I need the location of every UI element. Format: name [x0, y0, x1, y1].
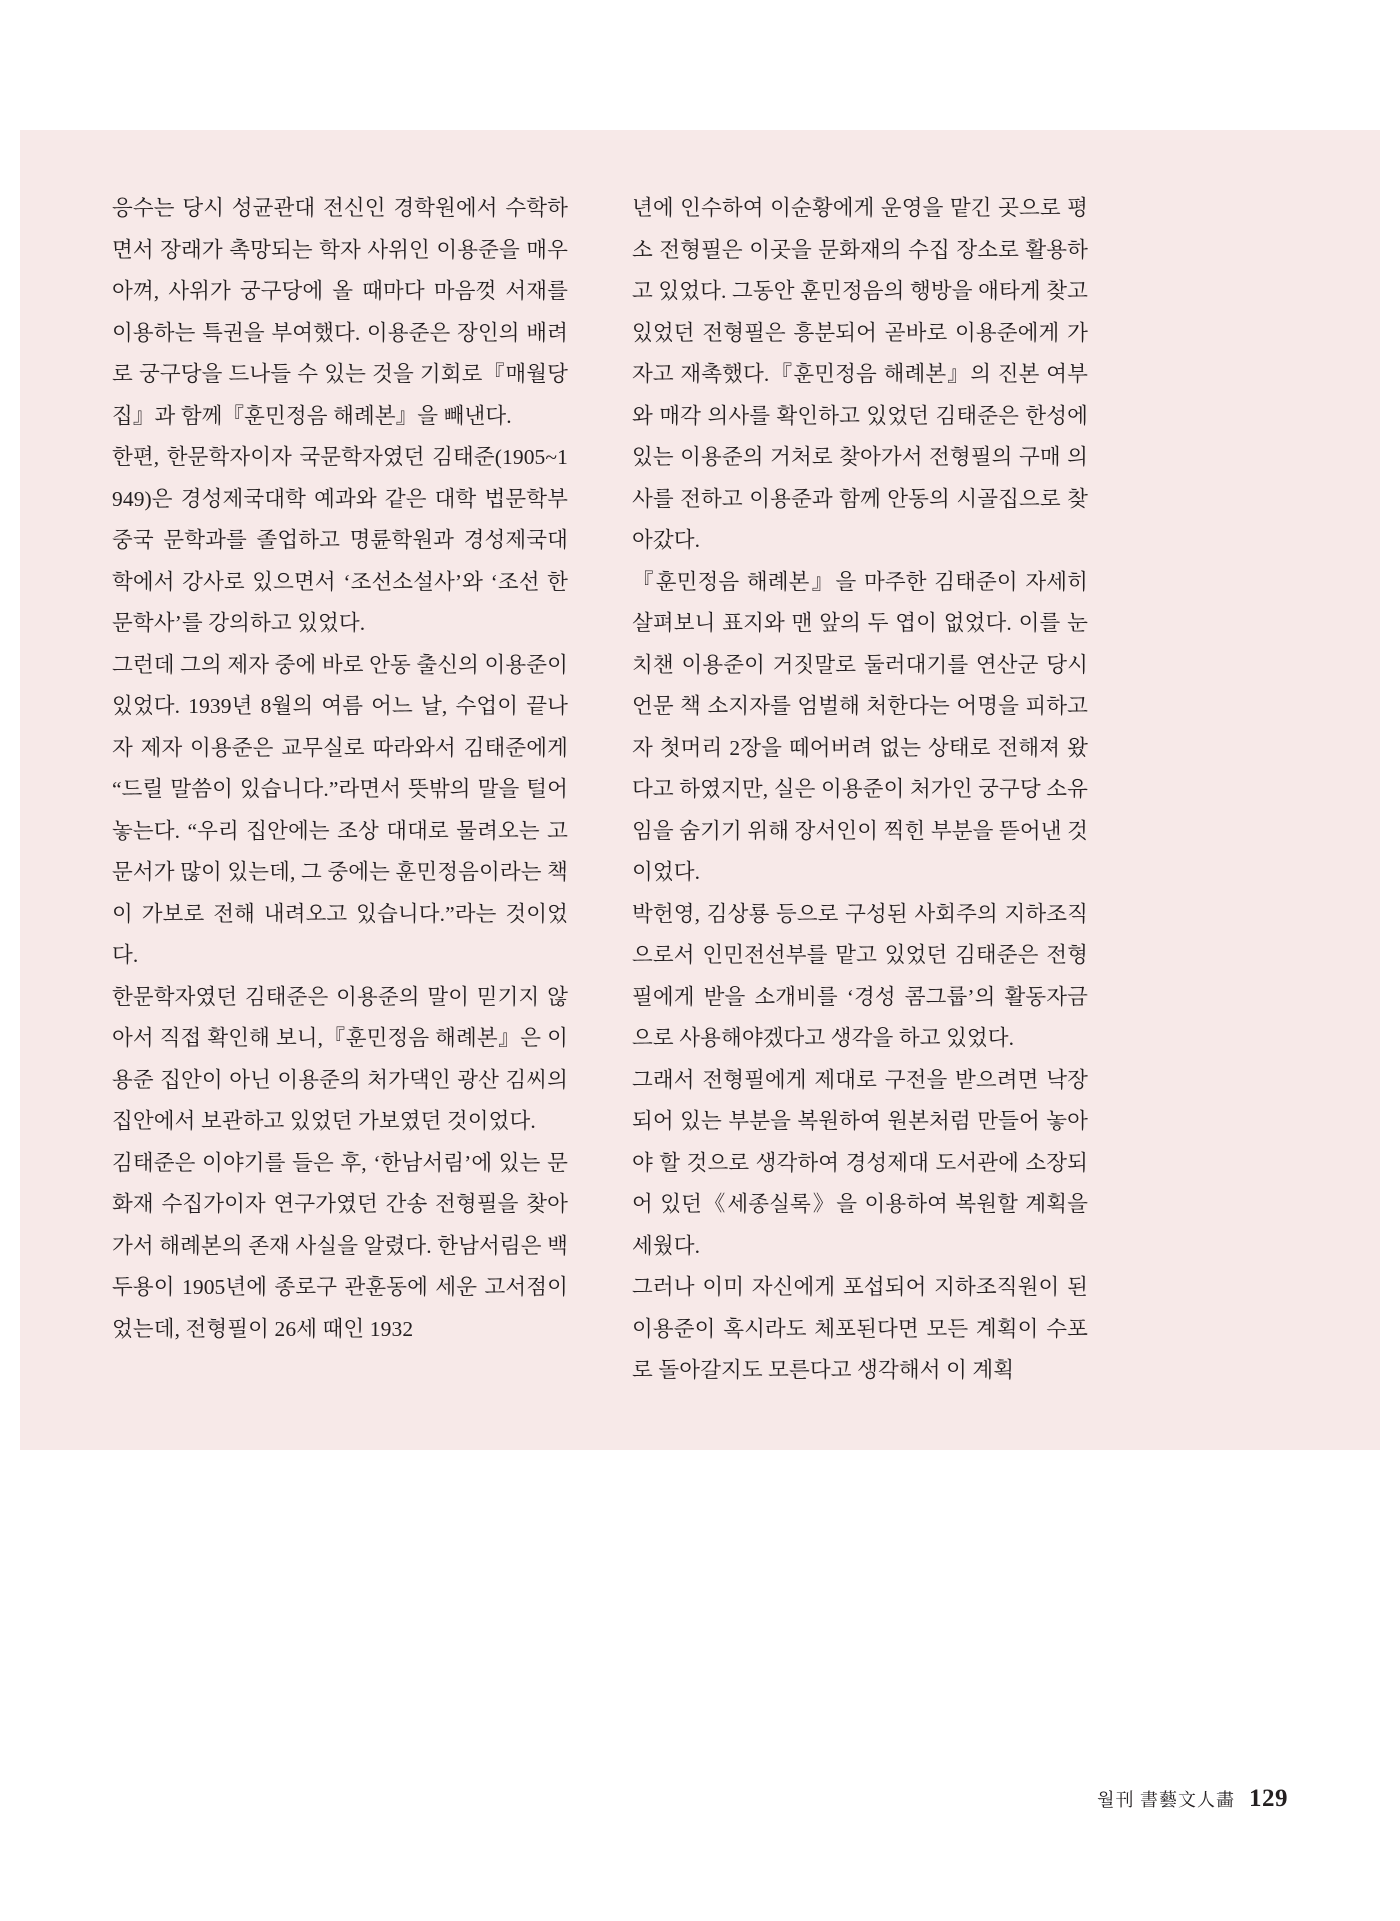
- paragraph: 응수는 당시 성균관대 전신인 경학원에서 수학하면서 장래가 촉망되는 학자 사위인 이용준을 매우 아껴, 사위가 궁구당에 올 때마다 마음껏 서재를 이용하는 특권을 부여했다. 이용준은 장인의 배려로 궁구당을 드나들 수 있는 것을 기회로『매월당집』과 함께『훈민정음 해례본』을 빼낸다.: [112, 196, 568, 428]
- page-number: 129: [1249, 1785, 1288, 1812]
- page-footer: [1097, 1785, 1288, 1813]
- paragraph: 한문학자였던 김태준은 이용준의 말이 믿기지 않아서 직접 확인해 보니,『훈민정음 해례본』은 이용준 집안이 아닌 이용준의 처가댁인 광산 김씨의 집안에서 보관하고 있었던 가보였던 것이었다.: [112, 984, 568, 1133]
- paragraph: 그래서 전형필에게 제대로 구전을 받으려면 낙장 되어 있는 부분을 복원하여 원본처럼 만들어 놓아야 할 것으로 생각하여 경성제대 도서관에 소장되어 있던《세종실록》을 이용하여 복원할 계획을 세웠다.: [632, 1067, 1088, 1258]
- publication-title: 월刊 書藝文人畵: [1097, 1790, 1235, 1810]
- paragraph: 년에 인수하여 이순황에게 운영을 맡긴 곳으로 평소 전형필은 이곳을 문화재의 수집 장소로 활용하고 있었다. 그동안 훈민정음의 행방을 애타게 찾고 있었던 전형필은 흥분되어 곧바로 이용준에게 가자고 재촉했다.『훈민정음 해례본』의 진본 여부와 매각 의사를 확인하고 있었던 김태준은 한성에 있는 이용준의 거처로 찾아가서 전형필의 구매 의사를 전하고 이용준과 함께 안동의 시골집으로 찾아갔다.: [632, 196, 1088, 552]
- paragraph: 박헌영, 김상룡 등으로 구성된 사회주의 지하조직으로서 인민전선부를 맡고 있었던 김태준은 전형필에게 받을 소개비를 ‘경성 콤그룹’의 활동자금으로 사용해야겠다고 생각을 하고 있었다.: [632, 901, 1088, 1050]
- paragraph: 그러나 이미 자신에게 포섭되어 지하조직원이 된 이용준이 혹시라도 체포된다면 모든 계획이 수포로 돌아갈지도 모른다고 생각해서 이 계획: [632, 1275, 1088, 1382]
- text-column-right: [632, 188, 1088, 1392]
- page-body: [112, 188, 1288, 1392]
- paragraph: 한편, 한문학자이자 국문학자였던 김태준(1905~1949)은 경성제국대학 예과와 같은 대학 법문학부 중국 문학과를 졸업하고 명륜학원과 경성제국대학에서 강사로 있으면서 ‘조선소설사’와 ‘조선 한문학사’를 강의하고 있었다.: [112, 445, 568, 635]
- text-column-left: [112, 188, 568, 1350]
- paragraph: 그런데 그의 제자 중에 바로 안동 출신의 이용준이 있었다. 1939년 8월의 여름 어느 날, 수업이 끝나자 제자 이용준은 교무실로 따라와서 김태준에게 “드릴 말씀이 있습니다.”라면서 뜻밖의 말을 털어놓는다. “우리 집안에는 조상 대대로 물려오는 고문서가 많이 있는데, 그 중에는 훈민정음이라는 책이 가보로 전해 내려오고 있습니다.”라는 것이었다.: [112, 652, 568, 967]
- paragraph: 『훈민정음 해례본』을 마주한 김태준이 자세히 살펴보니 표지와 맨 앞의 두 엽이 없었다. 이를 눈치챈 이용준이 거짓말로 둘러대기를 연산군 당시 언문 책 소지자를 엄벌해 처한다는 어명을 피하고자 첫머리 2장을 떼어버려 없는 상태로 전해져 왔다고 하였지만, 실은 이용준이 처가인 궁구당 소유임을 숨기기 위해 장서인이 찍힌 부분을 뜯어낸 것이었다.: [632, 569, 1088, 884]
- paragraph: 김태준은 이야기를 들은 후, ‘한남서림’에 있는 문화재 수집가이자 연구가였던 간송 전형필을 찾아가서 해례본의 존재 사실을 알렸다. 한남서림은 백두용이 1905년에 종로구 관훈동에 세운 고서점이었는데, 전형필이 26세 때인 1932: [112, 1150, 568, 1341]
